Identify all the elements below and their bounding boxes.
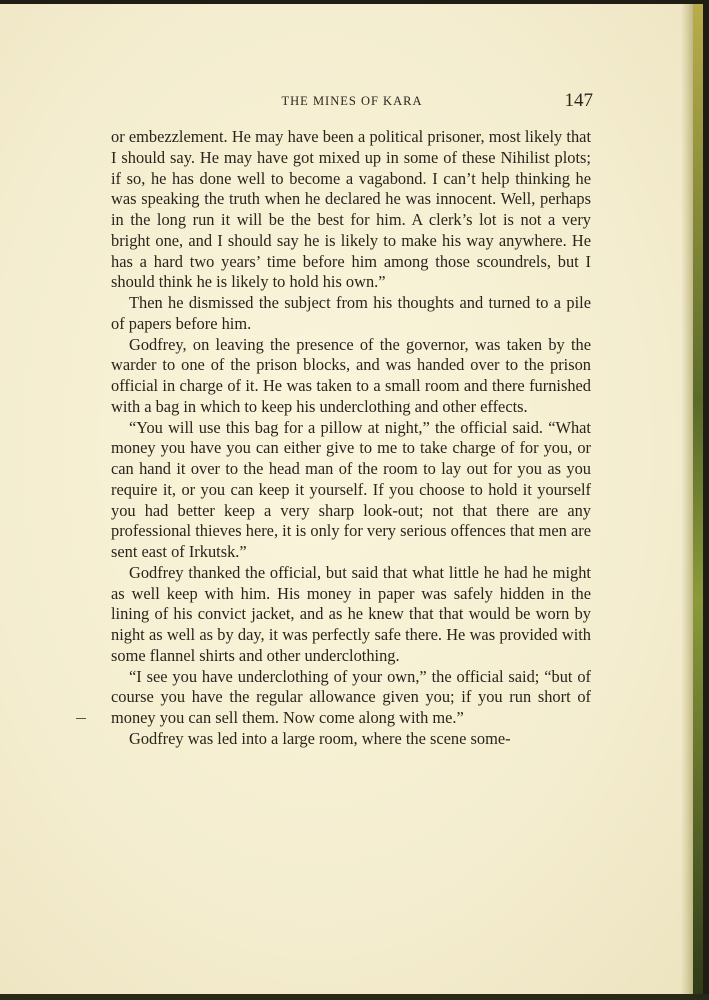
page-header bbox=[111, 90, 593, 114]
page-bottom-edge bbox=[0, 994, 709, 1000]
paragraph: or embezzlement. He may have been a political prisoner, most likely that I should say. He may have got mixed up in some of these Nihilist plots; if so, he has done well to become a vagabond. I can’t help thinking he was speaking the truth when he declared he was innocent. Well, perhaps in the long run it will be the best for him. A clerk’s lot is not a very bright one, and I should say he is likely to make his way anywhere. He has a hard two years’ time before him among those scoundrels, but I should think he is likely to hold his own.” bbox=[111, 127, 591, 292]
paragraph: “I see you have underclothing of your own,” the official said; “but of course you have the regular allowance given you; if you run short of money you can sell them. Now come along with me.” bbox=[111, 666, 591, 727]
paragraph: Godfrey, on leaving the presence of the governor, was taken by the warder to one of the prison blocks, and was handed over to the prison official in charge of it. He was taken to a small room and there furnished with a bag in which to keep his underclothing and other effects. bbox=[111, 334, 591, 416]
paragraph: Godfrey thanked the official, but said that what little he had he might as well keep with him. His money in paper was safely hidden in the lining of his convict jacket, and as he knew that that would be worn by night as well as by day, it was perfectly safe there. He was provided with some flannel shirts and other underclothing. bbox=[111, 562, 591, 665]
body-text bbox=[111, 127, 591, 750]
paragraph: Then he dismissed the subject from his thoughts and turned to a pile of papers before him. bbox=[111, 293, 591, 333]
paragraph: “You will use this bag for a pillow at night,” the official said. “What money you have you can either give to me to take charge of for you, or can hand it over to the head man of the room to lay out for you as you require it, or you can keep it yourself. If you choose to hold it yourself you had better keep a very sharp look-out; not that there are any professional thieves here, it is only for very serious offences that men are sent east of Irkutsk.” bbox=[111, 417, 591, 561]
paragraph: Godfrey was led into a large room, where the scene some- bbox=[129, 728, 511, 748]
margin-mark bbox=[76, 718, 86, 719]
book-page bbox=[0, 4, 703, 996]
book-spine bbox=[693, 4, 703, 996]
running-title: THE MINES OF KARA bbox=[281, 94, 423, 108]
page-number: 147 bbox=[564, 90, 593, 111]
